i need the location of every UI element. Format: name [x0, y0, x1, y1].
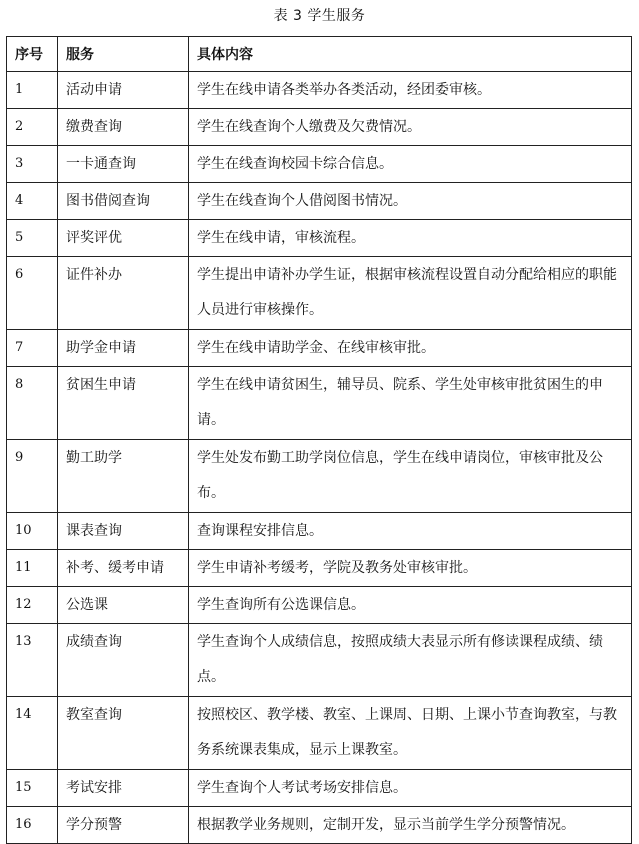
row-service: 学分预警: [58, 807, 189, 844]
row-service: 补考、缓考申请: [58, 550, 189, 587]
row-number: 7: [7, 330, 58, 367]
row-content: 学生申请补考缓考，学院及教务处审核审批。: [189, 550, 632, 587]
row-number: 6: [7, 257, 58, 330]
row-content: 学生在线查询个人缴费及欠费情况。: [189, 109, 632, 146]
row-service: 勤工助学: [58, 440, 189, 513]
row-service: 助学金申请: [58, 330, 189, 367]
table-header-row: [7, 37, 632, 72]
row-content: 根据教学业务规则，定制开发，显示当前学生学分预警情况。: [189, 807, 632, 844]
table-row: [7, 220, 632, 257]
table-row: [7, 697, 632, 770]
row-number: 16: [7, 807, 58, 844]
row-number: 8: [7, 367, 58, 440]
table-row: [7, 330, 632, 367]
row-service: 课表查询: [58, 513, 189, 550]
table-row: [7, 367, 632, 440]
table-row: [7, 550, 632, 587]
table-row: [7, 513, 632, 550]
row-number: 14: [7, 697, 58, 770]
row-service: 证件补办: [58, 257, 189, 330]
row-service: 评奖评优: [58, 220, 189, 257]
row-number: 12: [7, 587, 58, 624]
row-number: 2: [7, 109, 58, 146]
row-service: 缴费查询: [58, 109, 189, 146]
row-number: 13: [7, 624, 58, 697]
table-row: [7, 440, 632, 513]
header-content: 具体内容: [189, 37, 632, 72]
row-number: 15: [7, 770, 58, 807]
row-number: 10: [7, 513, 58, 550]
table-row: [7, 807, 632, 844]
row-number: 1: [7, 72, 58, 109]
row-content: 学生在线查询个人借阅图书情况。: [189, 183, 632, 220]
row-service: 贫困生申请: [58, 367, 189, 440]
row-service: 一卡通查询: [58, 146, 189, 183]
row-service: 活动申请: [58, 72, 189, 109]
row-service: 教室查询: [58, 697, 189, 770]
table-row: [7, 587, 632, 624]
table-body: [7, 72, 632, 844]
row-service: 公选课: [58, 587, 189, 624]
row-content: 学生查询个人成绩信息，按照成绩大表显示所有修读课程成绩、绩点。: [189, 624, 632, 697]
row-number: 5: [7, 220, 58, 257]
row-content: 查询课程安排信息。: [189, 513, 632, 550]
table-row: [7, 183, 632, 220]
row-content: 学生处发布勤工助学岗位信息，学生在线申请岗位，审核审批及公布。: [189, 440, 632, 513]
row-service: 考试安排: [58, 770, 189, 807]
table-caption: 表 3 学生服务: [273, 8, 366, 24]
student-services-table: [6, 36, 632, 844]
table-row: [7, 109, 632, 146]
row-content: 学生查询所有公选课信息。: [189, 587, 632, 624]
row-number: 4: [7, 183, 58, 220]
table-row: [7, 624, 632, 697]
table-row: [7, 146, 632, 183]
row-number: 9: [7, 440, 58, 513]
row-service: 成绩查询: [58, 624, 189, 697]
header-service: 服务: [58, 37, 189, 72]
row-content: 学生查询个人考试考场安排信息。: [189, 770, 632, 807]
row-content: 学生在线申请各类举办各类活动，经团委审核。: [189, 72, 632, 109]
row-content: 学生在线申请贫困生，辅导员、院系、学生处审核审批贫困生的申请。: [189, 367, 632, 440]
table-row: [7, 770, 632, 807]
row-content: 学生在线查询校园卡综合信息。: [189, 146, 632, 183]
row-content: 学生提出申请补办学生证，根据审核流程设置自动分配给相应的职能人员进行审核操作。: [189, 257, 632, 330]
row-number: 11: [7, 550, 58, 587]
row-service: 图书借阅查询: [58, 183, 189, 220]
header-num: 序号: [7, 37, 58, 72]
table-row: [7, 72, 632, 109]
row-content: 学生在线申请助学金、在线审核审批。: [189, 330, 632, 367]
row-number: 3: [7, 146, 58, 183]
table-row: [7, 257, 632, 330]
row-content: 按照校区、教学楼、教室、上课周、日期、上课小节查询教室，与教务系统课表集成，显示上课教室。: [189, 697, 632, 770]
row-content: 学生在线申请，审核流程。: [189, 220, 632, 257]
